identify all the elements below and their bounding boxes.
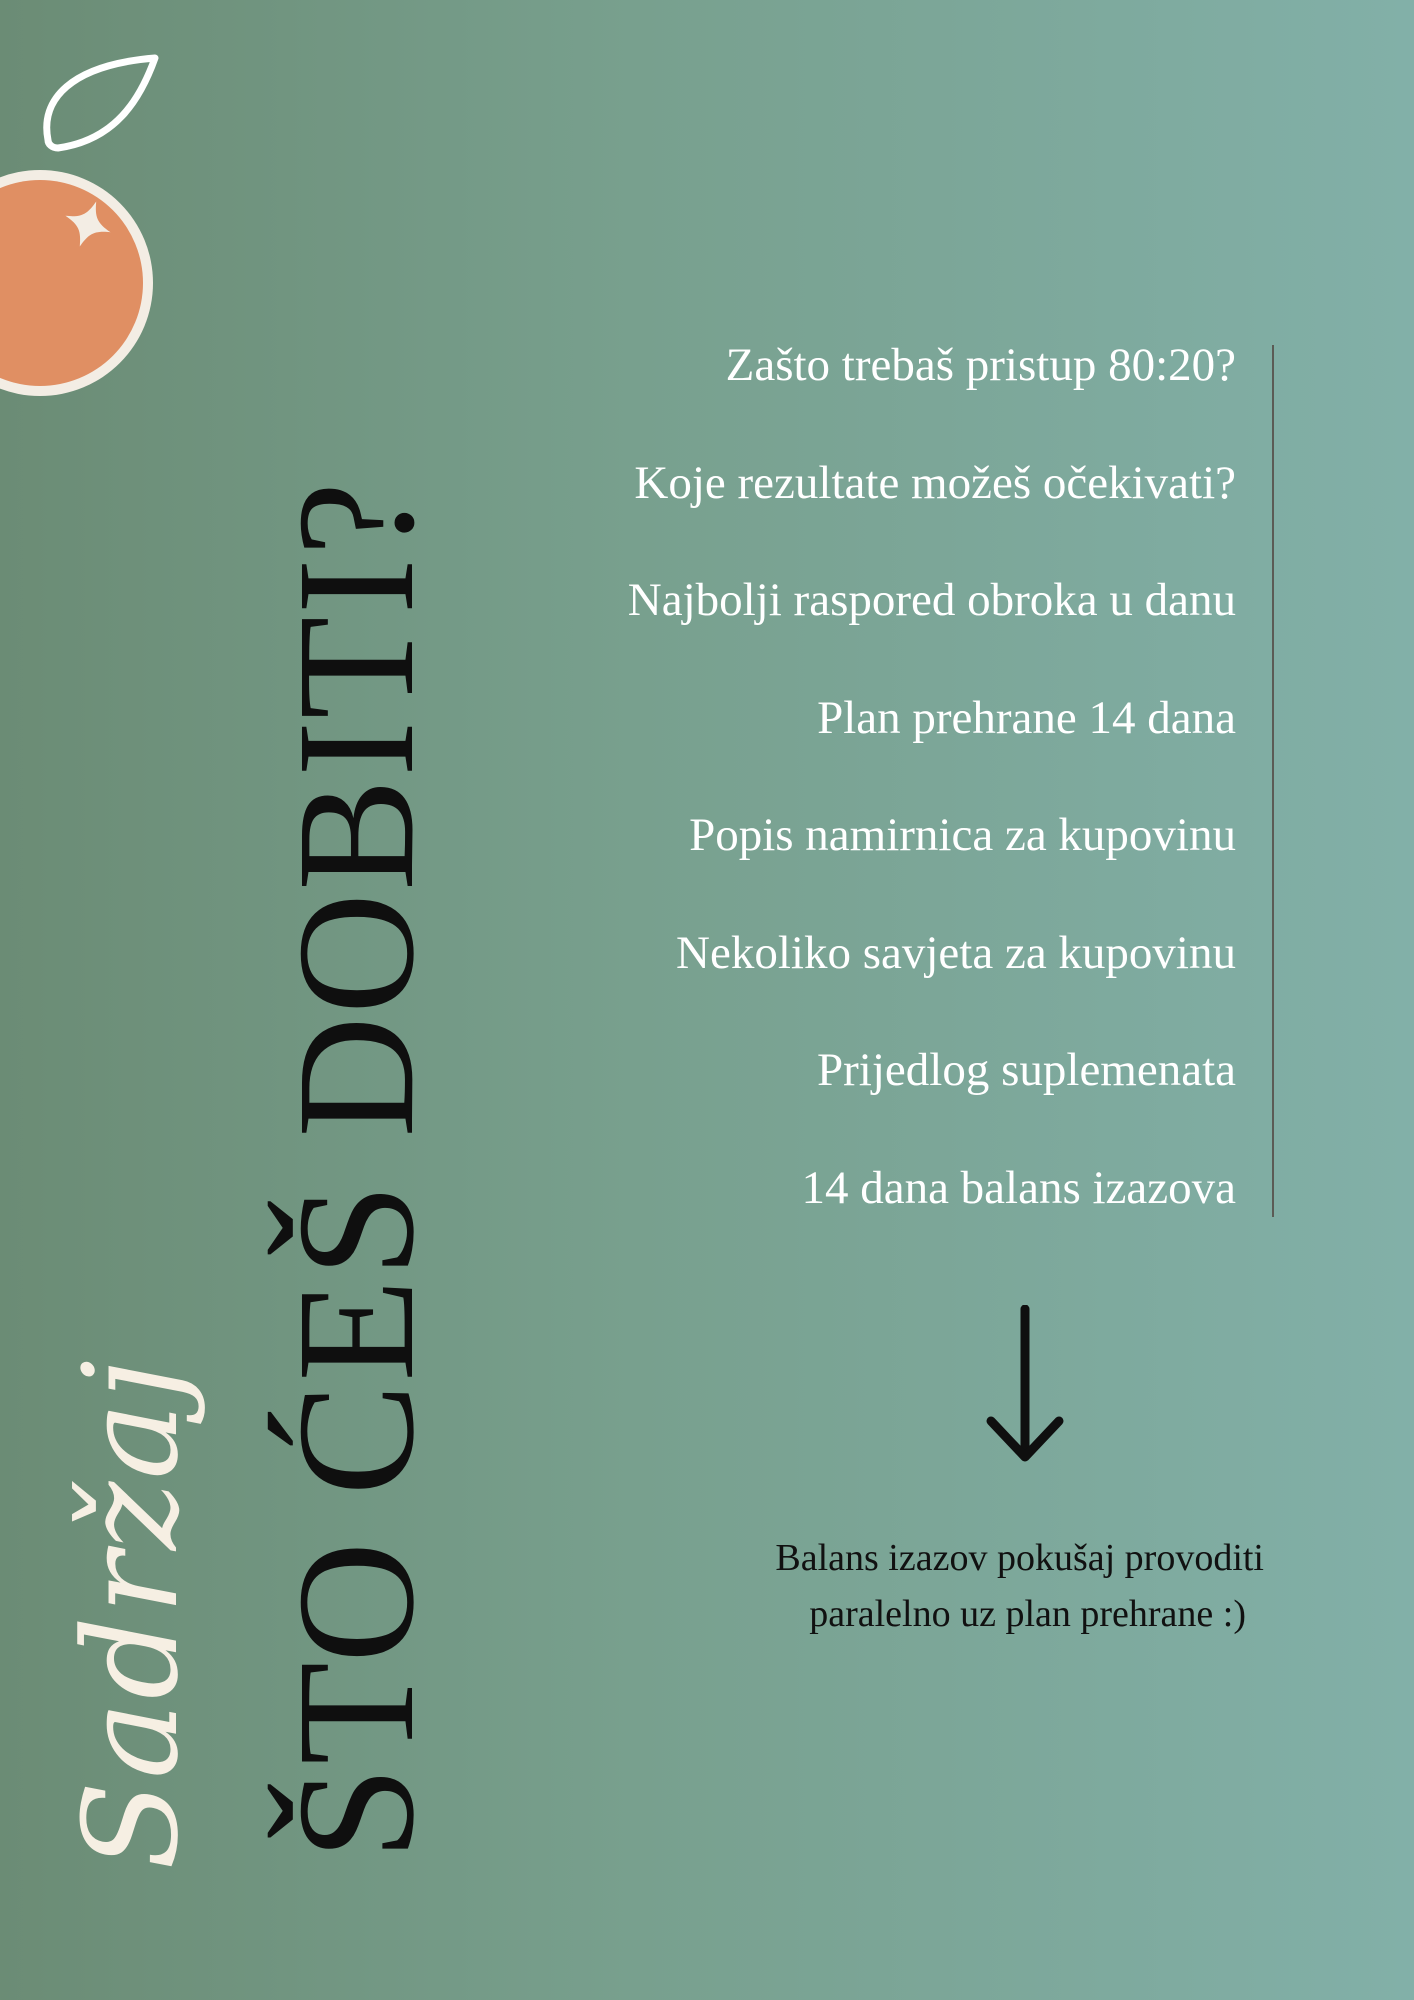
script-heading: Sadržaj — [55, 1357, 207, 1870]
note-line-2: paralelno uz plan prehrane :) — [809, 1593, 1246, 1635]
challenge-note — [564, 1530, 1264, 1642]
orange-fruit-icon — [0, 40, 170, 420]
toc-divider-line — [1272, 345, 1274, 1217]
toc-item: Najbolji raspored obroka u danu — [627, 574, 1236, 626]
toc-item: Nekoliko savjeta za kupovinu — [676, 926, 1236, 979]
toc-item: Plan prehrane 14 dana — [817, 691, 1236, 744]
arrow-down-icon — [985, 1305, 1065, 1465]
leaf-icon — [47, 58, 155, 148]
toc-item: Koje rezultate možeš očekivati? — [634, 456, 1236, 509]
table-of-contents — [476, 330, 1236, 1270]
toc-item: Popis namirnica za kupovinu — [689, 809, 1236, 861]
toc-item: Zašto trebaš pristup 80:20? — [725, 339, 1236, 391]
note-line-1: Balans izazov pokušaj provoditi — [775, 1537, 1264, 1579]
page-title: ŠTO ĆEŠ DOBITI? — [263, 479, 449, 1860]
toc-item: 14 dana balans izazova — [801, 1161, 1236, 1214]
toc-item: Prijedlog suplemenata — [817, 1044, 1236, 1096]
